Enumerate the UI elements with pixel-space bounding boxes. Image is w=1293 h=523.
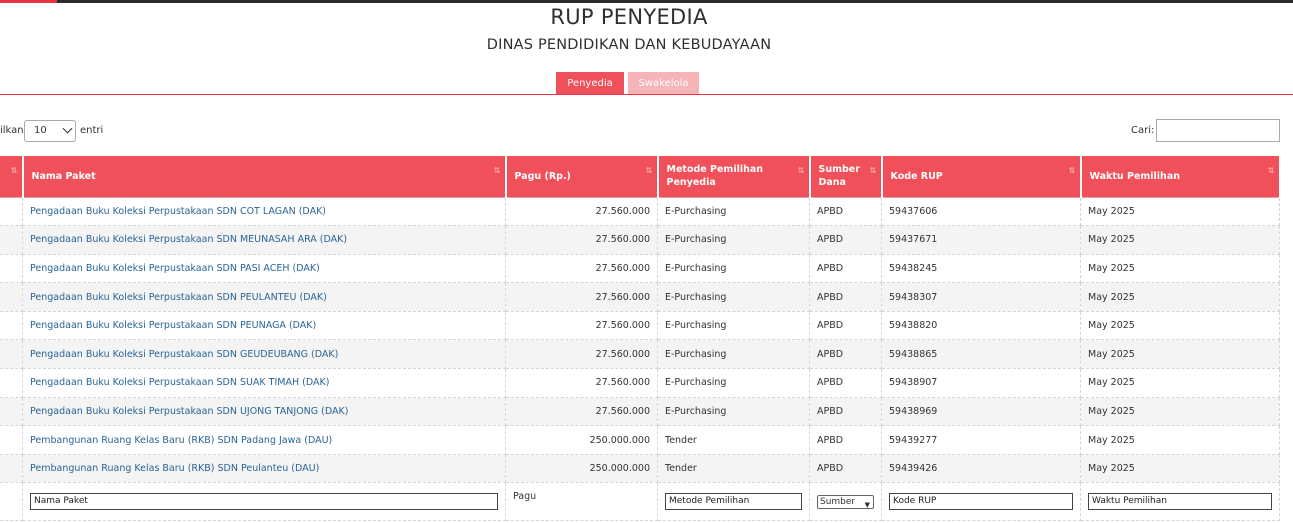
cell-sumber-dana: APBD (810, 454, 882, 483)
search-input[interactable] (1156, 119, 1280, 142)
cell-index (0, 254, 23, 283)
cell-waktu: May 2025 (1081, 426, 1280, 455)
cell-index (0, 226, 23, 255)
cell-waktu: May 2025 (1081, 369, 1280, 398)
filter-cell-nama (23, 483, 506, 521)
tab-penyedia[interactable]: Penyedia (556, 72, 624, 95)
search-label: Cari: (1131, 125, 1155, 136)
cell-index (0, 369, 23, 398)
cell-sumber-dana: APBD (810, 254, 882, 283)
table-header-row (0, 156, 1280, 197)
chevron-down-icon: ▼ (864, 500, 870, 509)
cell-sumber-dana: APBD (810, 340, 882, 369)
table-row (0, 397, 1280, 426)
cell-pagu: 250.000.000 (506, 454, 658, 483)
cell-index (0, 397, 23, 426)
cell-index (0, 426, 23, 455)
table-body (0, 197, 1280, 483)
cell-sumber-dana: APBD (810, 311, 882, 340)
table-row (0, 283, 1280, 312)
cell-pagu: 27.560.000 (506, 311, 658, 340)
rup-table (0, 156, 1281, 521)
cell-metode: E-Purchasing (658, 397, 810, 426)
filter-metode-input[interactable]: Metode Pemilihan (665, 493, 802, 510)
cell-nama-paket-link[interactable]: Pembangunan Ruang Kelas Baru (RKB) SDN Padang Jawa (DAU) (23, 426, 506, 455)
cell-pagu: 27.560.000 (506, 340, 658, 369)
cell-metode: Tender (658, 426, 810, 455)
page-title: RUP PENYEDIA (550, 5, 708, 29)
cell-waktu: May 2025 (1081, 197, 1280, 226)
cell-index (0, 197, 23, 226)
filter-pagu-label: Pagu (513, 491, 537, 503)
filter-cell-kode (882, 483, 1081, 521)
column-header-nama-paket[interactable]: Nama Paket ⇅ (23, 156, 506, 197)
chevron-down-icon (63, 124, 73, 134)
cell-nama-paket-link[interactable]: Pengadaan Buku Koleksi Perpustakaan SDN SUAK TIMAH (DAK) (23, 369, 506, 398)
cell-pagu: 27.560.000 (506, 397, 658, 426)
cell-nama-paket-link[interactable]: Pengadaan Buku Koleksi Perpustakaan SDN MEUNASAH ARA (DAK) (23, 226, 506, 255)
table-row (0, 340, 1280, 369)
tab-underline (0, 94, 1293, 95)
cell-nama-paket-link[interactable]: Pengadaan Buku Koleksi Perpustakaan SDN COT LAGAN (DAK) (23, 197, 506, 226)
column-header-metode[interactable]: Metode Pemilihan Penyedia ⇅ (658, 156, 810, 197)
cell-pagu: 27.560.000 (506, 197, 658, 226)
cell-kode-rup: 59438907 (882, 369, 1081, 398)
cell-metode: E-Purchasing (658, 283, 810, 312)
cell-waktu: May 2025 (1081, 454, 1280, 483)
column-header-waktu[interactable]: Waktu Pemilihan ⇅ (1081, 156, 1280, 197)
filter-sumber-select[interactable]: Sumber ▼ (817, 495, 874, 509)
cell-pagu: 250.000.000 (506, 426, 658, 455)
table-row (0, 369, 1280, 398)
cell-nama-paket-link[interactable]: Pengadaan Buku Koleksi Perpustakaan SDN PASI ACEH (DAK) (23, 254, 506, 283)
tab-swakelola[interactable]: Swakelola (628, 72, 699, 95)
cell-waktu: May 2025 (1081, 311, 1280, 340)
sort-icon: ⇅ (1267, 166, 1273, 175)
cell-kode-rup: 59438969 (882, 397, 1081, 426)
cell-metode: E-Purchasing (658, 254, 810, 283)
top-bar (0, 0, 1293, 3)
cell-index (0, 283, 23, 312)
cell-metode: E-Purchasing (658, 369, 810, 398)
cell-index (0, 340, 23, 369)
column-header-pagu[interactable]: Pagu (Rp.) ⇅ (506, 156, 658, 197)
sort-icon: ⇅ (869, 166, 875, 175)
filter-cell-index (0, 483, 23, 521)
cell-kode-rup: 59437606 (882, 197, 1081, 226)
filter-cell-sumber (810, 483, 882, 521)
column-header-kode-rup[interactable]: Kode RUP ⇅ (882, 156, 1081, 197)
cell-pagu: 27.560.000 (506, 254, 658, 283)
length-prefix-label: ilkan (0, 125, 24, 136)
cell-index (0, 311, 23, 340)
cell-waktu: May 2025 (1081, 397, 1280, 426)
sort-icon: ⇅ (797, 166, 803, 175)
sort-icon: ⇅ (493, 166, 499, 175)
entries-per-page-select[interactable] (24, 120, 76, 142)
cell-sumber-dana: APBD (810, 369, 882, 398)
cell-kode-rup: 59439426 (882, 454, 1081, 483)
cell-waktu: May 2025 (1081, 226, 1280, 255)
sort-icon: ⇅ (645, 166, 651, 175)
table-row (0, 311, 1280, 340)
cell-sumber-dana: APBD (810, 426, 882, 455)
table-row (0, 226, 1280, 255)
filter-kode-rup-input[interactable]: Kode RUP (889, 493, 1073, 510)
top-bar-accent (0, 0, 57, 3)
sort-icon: ⇅ (10, 166, 16, 175)
cell-pagu: 27.560.000 (506, 369, 658, 398)
cell-kode-rup: 59437671 (882, 226, 1081, 255)
cell-waktu: May 2025 (1081, 254, 1280, 283)
cell-nama-paket-link[interactable]: Pengadaan Buku Koleksi Perpustakaan SDN UJONG TANJONG (DAK) (23, 397, 506, 426)
cell-metode: E-Purchasing (658, 197, 810, 226)
cell-kode-rup: 59438865 (882, 340, 1081, 369)
cell-waktu: May 2025 (1081, 340, 1280, 369)
filter-waktu-input[interactable]: Waktu Pemilihan (1088, 493, 1272, 510)
column-header-index[interactable] (0, 156, 23, 197)
cell-nama-paket-link[interactable]: Pengadaan Buku Koleksi Perpustakaan SDN GEUDEUBANG (DAK) (23, 340, 506, 369)
cell-metode: E-Purchasing (658, 311, 810, 340)
cell-kode-rup: 59438307 (882, 283, 1081, 312)
column-header-sumber-dana[interactable]: Sumber Dana ⇅ (810, 156, 882, 197)
cell-sumber-dana: APBD (810, 226, 882, 255)
sort-icon: ⇅ (1068, 166, 1074, 175)
cell-pagu: 27.560.000 (506, 283, 658, 312)
filter-nama-paket-input[interactable]: Nama Paket (30, 493, 498, 510)
cell-index (0, 454, 23, 483)
filter-cell-metode (658, 483, 810, 521)
cell-pagu: 27.560.000 (506, 226, 658, 255)
cell-waktu: May 2025 (1081, 283, 1280, 312)
cell-nama-paket-link[interactable]: Pengadaan Buku Koleksi Perpustakaan SDN PEULANTEU (DAK) (23, 283, 506, 312)
filter-cell-pagu (506, 483, 658, 521)
table-row (0, 197, 1280, 226)
cell-metode: E-Purchasing (658, 226, 810, 255)
tab-bar (556, 72, 699, 95)
table-row (0, 426, 1280, 455)
cell-sumber-dana: APBD (810, 197, 882, 226)
cell-kode-rup: 59439277 (882, 426, 1081, 455)
length-suffix-label: entri (80, 125, 104, 136)
cell-kode-rup: 59438820 (882, 311, 1081, 340)
cell-sumber-dana: APBD (810, 283, 882, 312)
table-row (0, 454, 1280, 483)
cell-metode: E-Purchasing (658, 340, 810, 369)
filter-row (0, 483, 1280, 521)
cell-sumber-dana: APBD (810, 397, 882, 426)
entries-per-page-value: 10 (34, 125, 47, 136)
cell-kode-rup: 59438245 (882, 254, 1081, 283)
cell-nama-paket-link[interactable]: Pengadaan Buku Koleksi Perpustakaan SDN PEUNAGA (DAK) (23, 311, 506, 340)
cell-nama-paket-link[interactable]: Pembangunan Ruang Kelas Baru (RKB) SDN Peulanteu (DAU) (23, 454, 506, 483)
filter-cell-waktu (1081, 483, 1280, 521)
cell-metode: Tender (658, 454, 810, 483)
page-subtitle: DINAS PENDIDIKAN DAN KEBUDAYAAN (486, 37, 772, 53)
table-row (0, 254, 1280, 283)
